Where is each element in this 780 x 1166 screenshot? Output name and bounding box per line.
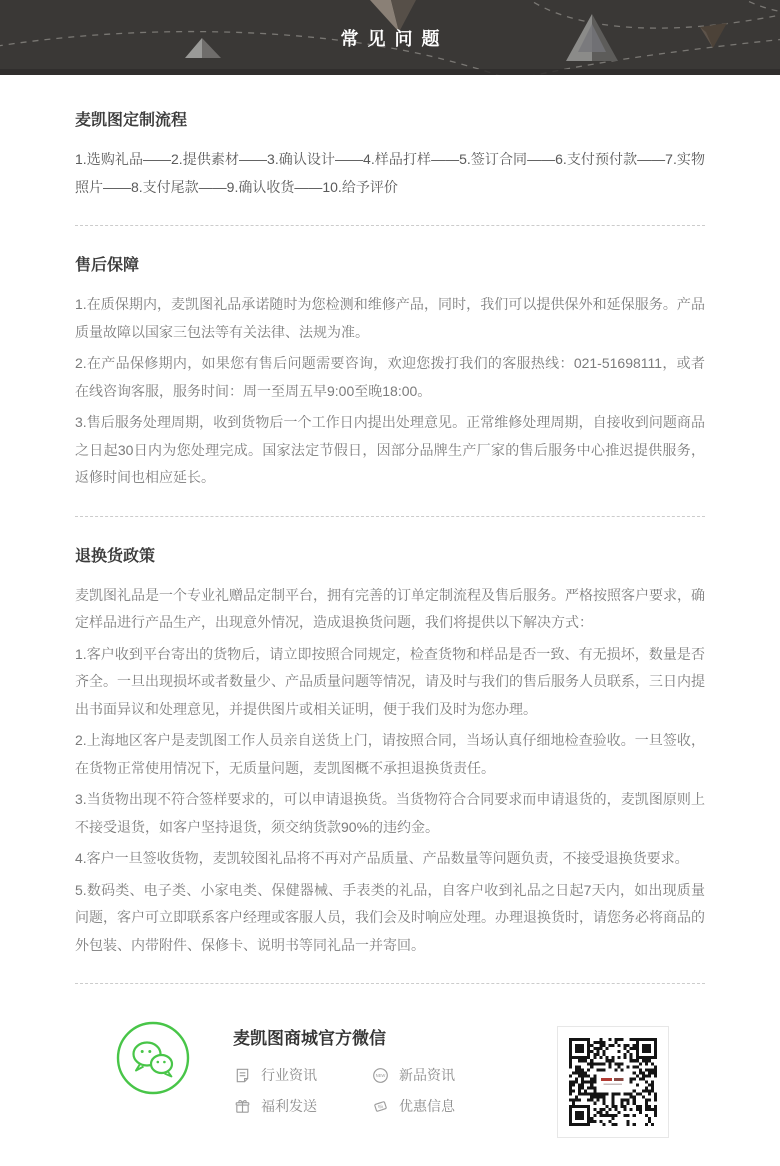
footer-item-label: 优惠信息 [399,1098,455,1114]
new-badge-icon [371,1066,389,1084]
footer-item-industry-news [233,1065,371,1085]
wechat-info [233,1024,455,1116]
returns-paragraph: 5.数码类、电子类、小家电类、保健器械、手表类的礼品，自客户收到礼品之日起7天内，如出现质量问题，客户可立即联系客户经理或客服人员，我们会及时响应处理。办理退换货时，请您务必将商品的外包装、内带附件、保修卡、说明书等同礼品一并寄回。 [75,881,705,953]
footer-item-benefits [233,1096,371,1116]
section-heading-process: 麦凯图定制流程 [75,112,188,129]
news-doc-icon [233,1066,251,1084]
footer-item-label: 新品资讯 [399,1067,455,1083]
page-header [0,0,780,75]
section-heading-aftersales: 售后保障 [75,257,140,274]
page-title: 常见问题 [340,28,449,49]
main-content [0,75,780,1166]
returns-intro: 麦凯图礼品是一个专业礼赠品定制平台，拥有完善的订单定制流程及售后服务。严格按照客户要求，确定样品进行产品生产，出现意外情况，造成退换货问题，我们将提供以下解决方式： [75,586,705,630]
wechat-icon [115,1020,191,1101]
process-steps: 1.选购礼品——2.提供素材——3.确认设计——4.样品打样——5.签订合同——6.支付预付款——7.实物照片——8.支付尾款——9.确认收货——10.给予评价 [75,151,705,195]
wechat-feature-grid [233,1065,455,1116]
svg-text:%: % [377,1103,384,1111]
section-heading-returns: 退换货政策 [75,547,156,565]
footer-item-discounts [371,1096,455,1116]
wechat-title: 麦凯图商城官方微信 [233,1029,386,1048]
dashed-divider [75,225,705,226]
footer-item-label: 福利发送 [261,1098,317,1114]
returns-paragraph: 1.客户收到平台寄出的货物后，请立即按照合同规定，检查货物和样品是否一致、有无损坏，数量是否齐全。一旦出现损坏或者数量少、产品质量问题等情况，请及时与我们的售后服务人员联系，三日内提出书面异议和处理意见，并提供图片或相关证明，便于我们及时为您办理。 [75,645,705,717]
returns-paragraph: 2.上海地区客户是麦凯图工作人员亲自送货上门，请按照合同，当场认真仔细地检查验收。一旦签收，在货物正常使用情况下，无质量问题，麦凯图概不承担退换货责任。 [75,732,705,776]
qr-code [557,1026,669,1138]
footer-item-new-products [371,1065,455,1085]
coupon-icon [371,1097,389,1115]
aftersales-paragraph: 3.售后服务处理周期，收到货物后一个工作日内提出处理意见。正常维修处理周期，自接收到问题商品之日起30日内为您处理完成。国家法定节假日，因部分品牌生产厂家的售后服务中心推迟提供服务，返修时间也相应延长。 [75,414,705,485]
wechat-footer [115,1018,705,1166]
footer-item-label: 行业资讯 [261,1067,317,1083]
gift-icon [233,1097,251,1115]
svg-text:NEW: NEW [375,1072,385,1078]
section-aftersales [75,252,705,492]
dashed-divider [75,516,705,517]
returns-paragraph: 4.客户一旦签收货物，麦凯较图礼品将不再对产品质量、产品数量等问题负责，不接受退换货要求。 [75,850,689,866]
aftersales-paragraph: 2.在产品保修期内，如果您有售后问题需要咨询，欢迎您拨打我们的客服热线：021-51698111，或者在线咨询客服，服务时间：周一至周五早9:00至晚18:00。 [75,355,705,399]
returns-paragraph: 3.当货物出现不符合签样要求的，可以申请退换货。当货物符合合同要求而申请退货的，麦凯图原则上不接受退货，如客户坚持退货，须交纳货款90%的违约金。 [75,791,705,835]
dashed-divider [75,983,705,984]
section-returns-policy [75,543,705,960]
section-custom-process [75,107,705,201]
aftersales-paragraph: 1.在质保期内，麦凯图礼品承诺随时为您检测和维修产品，同时，我们可以提供保外和延保服务。产品质量故障以国家三包法等有关法律、法规为准。 [75,296,705,340]
